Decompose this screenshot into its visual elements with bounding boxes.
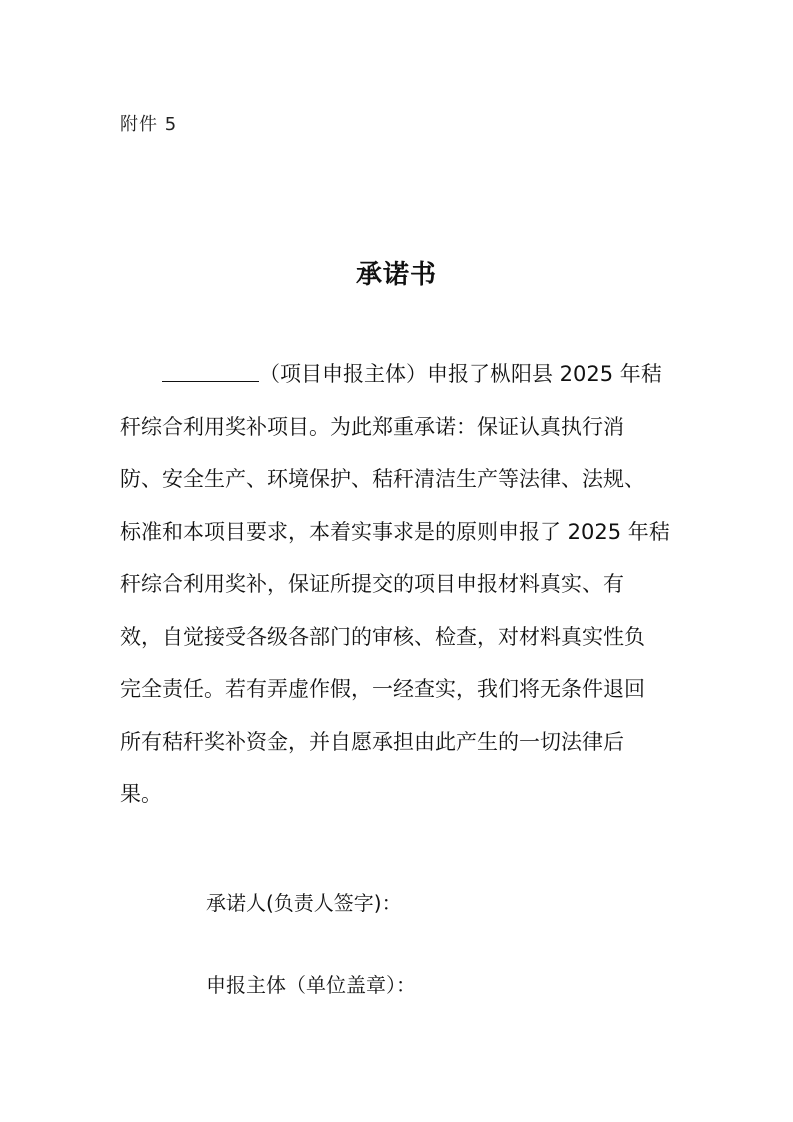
- body-line-1-text: （项目申报主体）申报了枞阳县 2025 年秸: [259, 362, 662, 386]
- body-line-5: 秆综合利用奖补，保证所提交的项目申报材料真实、有: [120, 572, 624, 596]
- commitment-body: [120, 348, 678, 821]
- body-line-9: 果。: [120, 782, 162, 806]
- body-line-7: 完全责任。若有弄虚作假，一经查实，我们将无条件退回: [120, 677, 645, 701]
- blank-fill-line: [162, 361, 259, 382]
- body-line-8: 所有秸秆奖补资金，并自愿承担由此产生的一切法律后: [120, 729, 624, 754]
- body-line-6: 效，自觉接受各级各部门的审核、检查，对材料真实性负: [120, 624, 645, 649]
- body-line-2: 秆综合利用奖补项目。为此郑重承诺：保证认真执行消: [120, 414, 624, 439]
- body-line-4: 标准和本项目要求，本着实事求是的原则申报了 2025 年秸: [120, 519, 670, 544]
- document-title: 承诺书: [355, 260, 437, 290]
- body-line-1: [120, 348, 678, 401]
- entity-seal-label: 申报主体（单位盖章）：: [206, 973, 416, 997]
- promisor-signature-label: 承诺人(负责人签字)：: [206, 891, 402, 915]
- body-line-3: 防、安全生产、环境保护、秸秆清洁生产等法律、法规、: [120, 467, 645, 491]
- attachment-label: 附件 5: [120, 114, 178, 135]
